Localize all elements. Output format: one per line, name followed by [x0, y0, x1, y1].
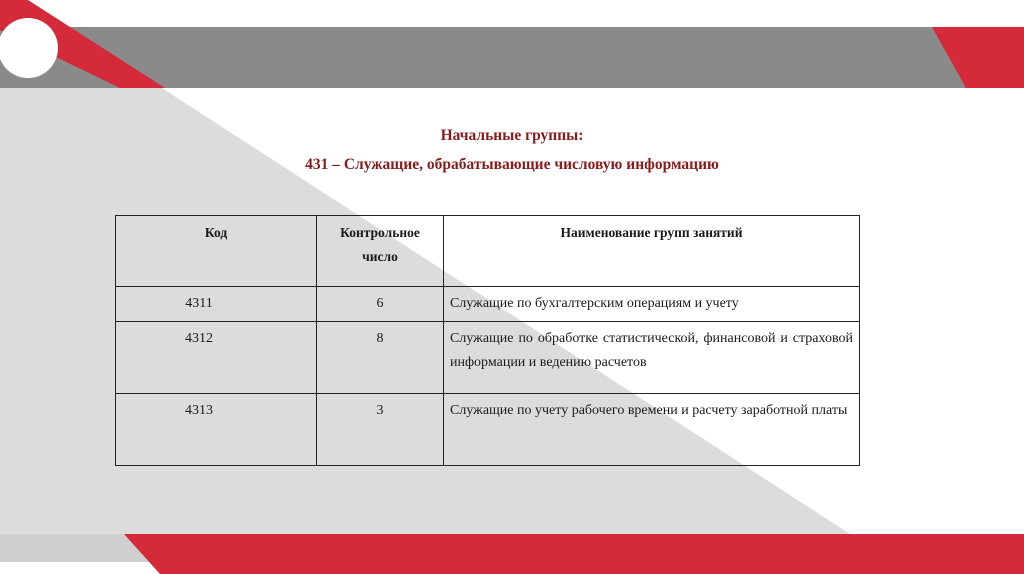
table-header-row: [116, 216, 860, 287]
header-code: Код: [116, 216, 317, 287]
cell-check-number: 6: [317, 287, 444, 322]
bottom-red-band: [124, 534, 1024, 574]
cell-code: 4313: [116, 394, 317, 466]
header-check-number: Контрольное число: [317, 216, 444, 287]
top-gray-band: [0, 27, 1024, 88]
occupation-groups-table: [115, 215, 860, 466]
heading-line-1: Начальные группы:: [440, 127, 584, 144]
cell-group-name: Служащие по учету рабочего времени и расчету заработной платы: [444, 394, 860, 466]
cell-check-number: 3: [317, 394, 444, 466]
cell-code: 4312: [116, 322, 317, 394]
cell-group-name: Служащие по обработке статистической, финансовой и страховой информации и ведению расчетов: [444, 322, 860, 394]
header-group-name: Наименование групп занятий: [444, 216, 860, 287]
table-row: [116, 287, 860, 322]
white-circle-ornament: [0, 18, 58, 78]
heading-line-2: 431 – Служащие, обрабатывающие числовую информацию: [305, 156, 719, 173]
cell-group-name: Служащие по бухгалтерским операциям и учету: [444, 287, 860, 322]
cell-check-number: 8: [317, 322, 444, 394]
cell-code: 4311: [116, 287, 317, 322]
table-row: [116, 322, 860, 394]
table-row: [116, 394, 860, 466]
